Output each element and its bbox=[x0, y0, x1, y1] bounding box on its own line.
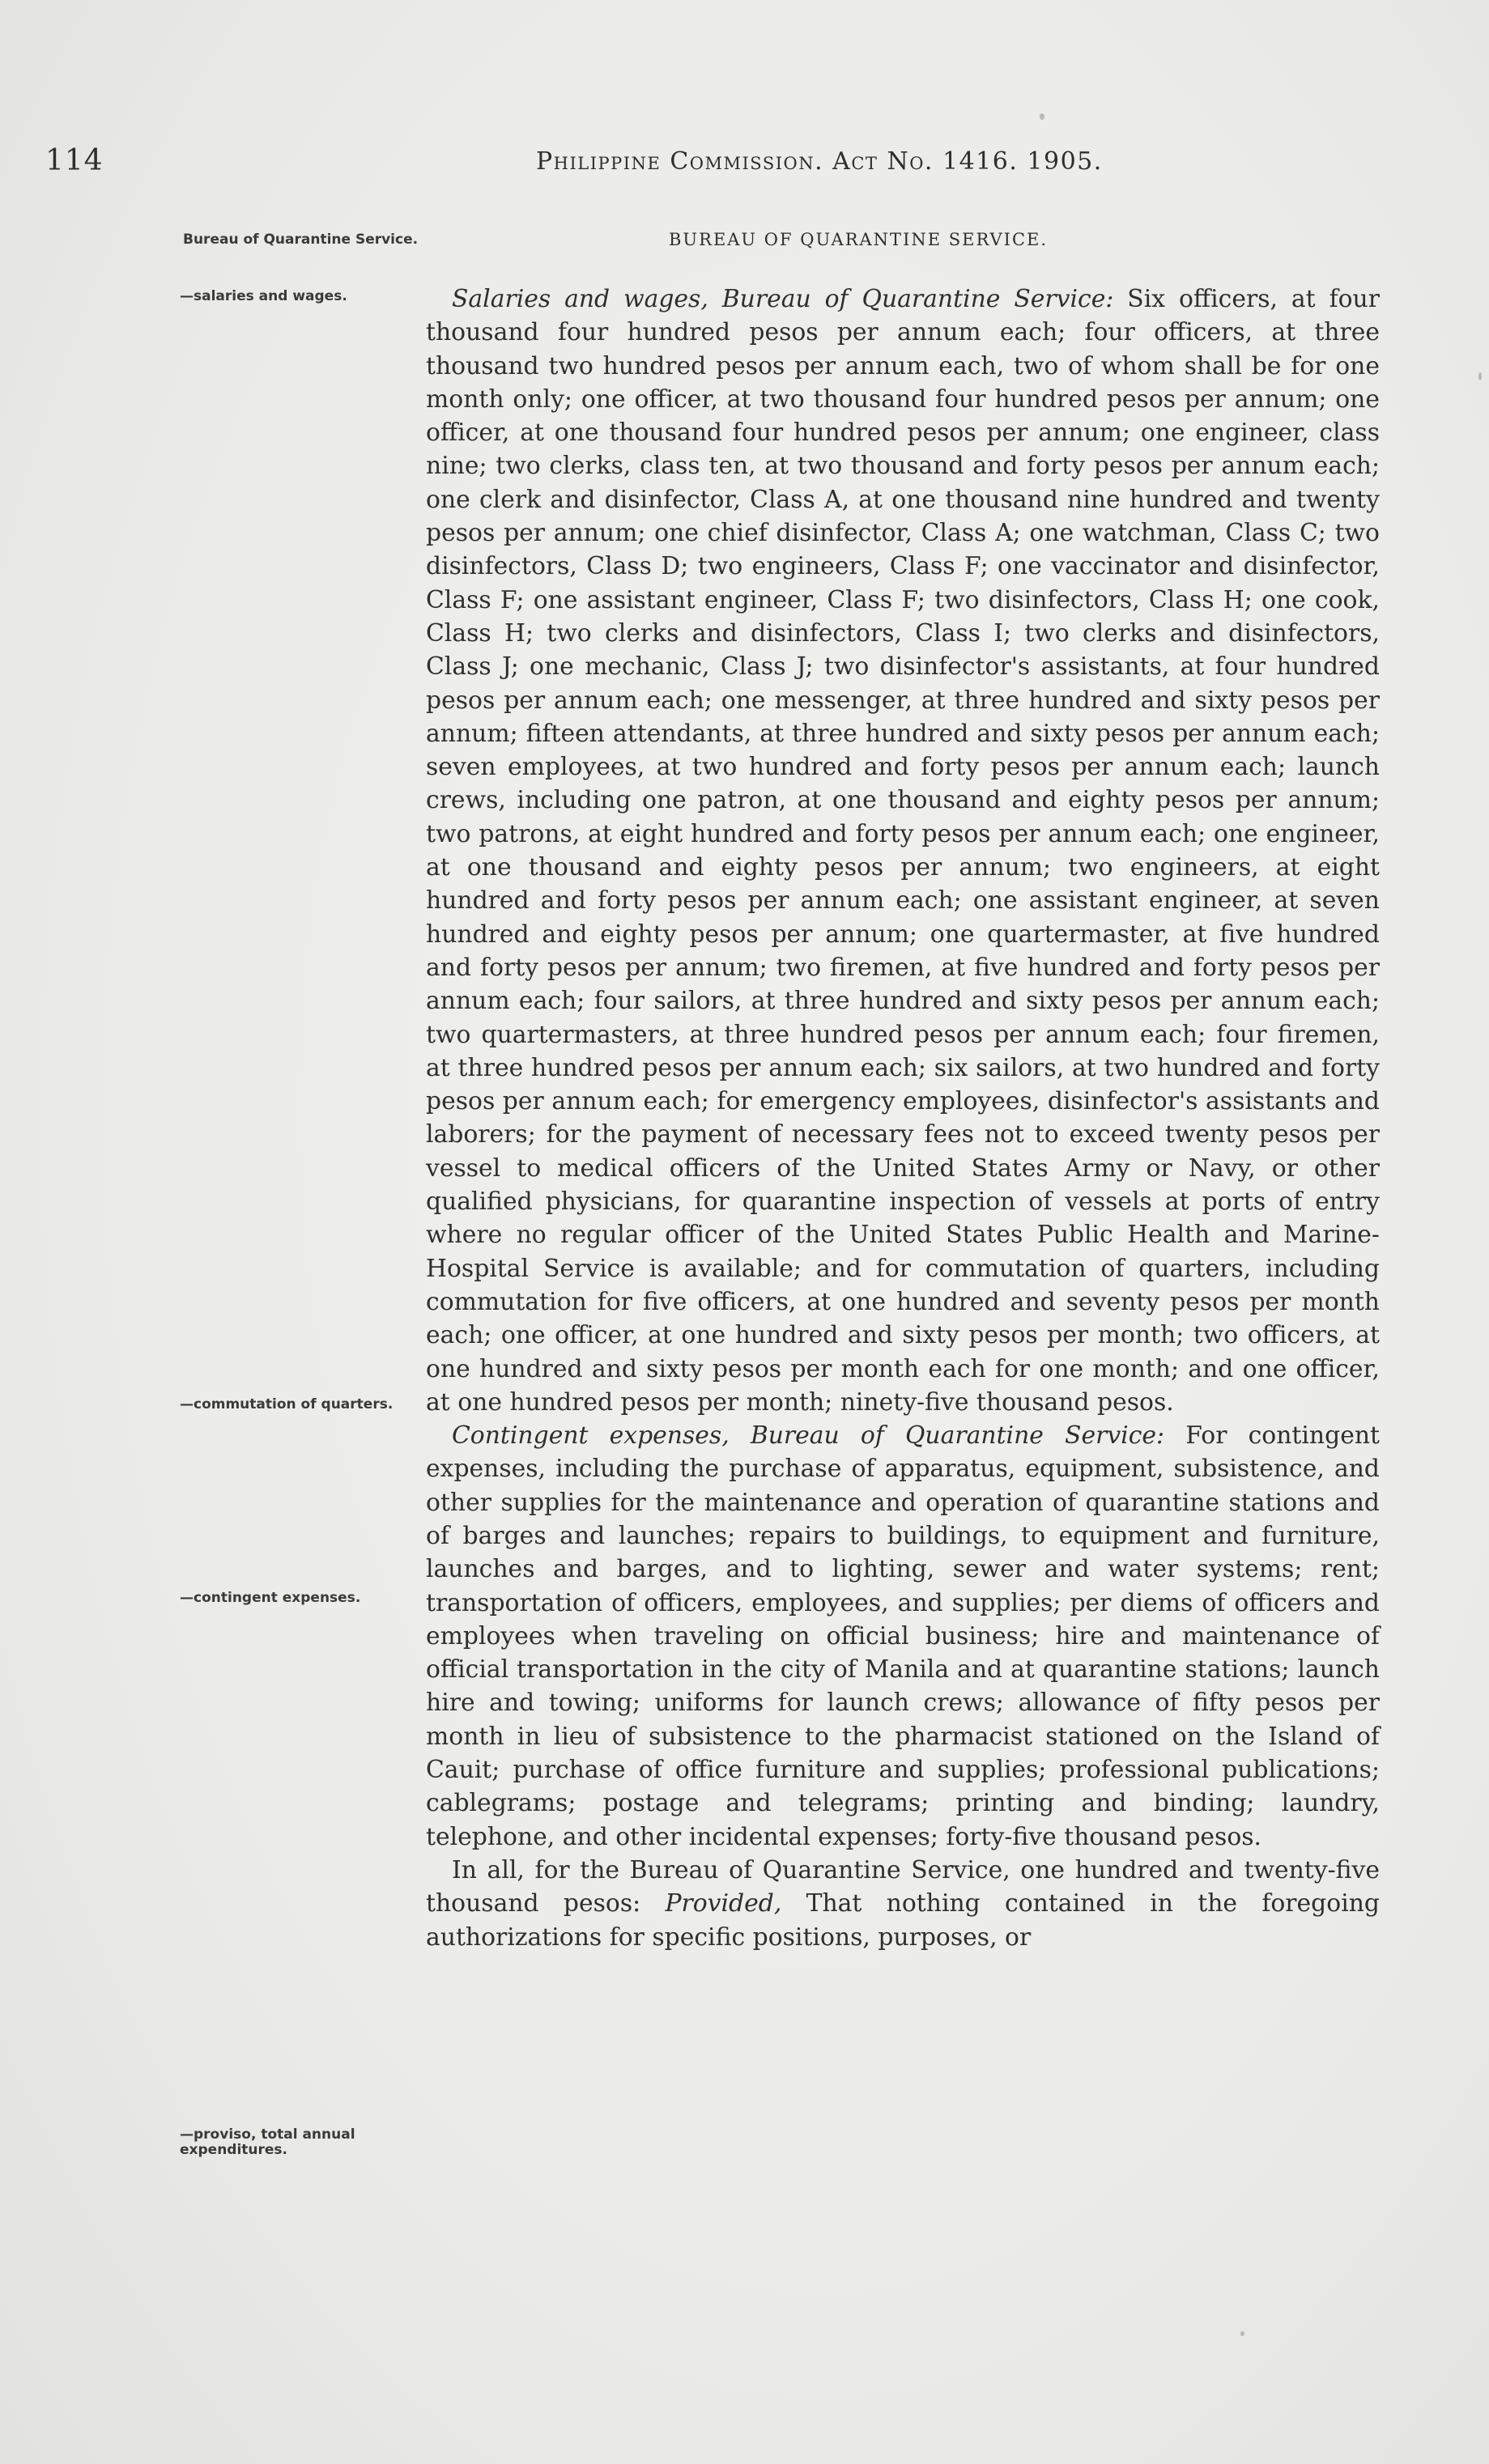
margin-note-commutation: —commutation of quarters. bbox=[180, 1396, 394, 1413]
paragraph-contingent bbox=[426, 1419, 1380, 1854]
paragraph-text: In all, for the Bureau of Quarantine Service, one hundred and twenty-five thousand pesos: bbox=[426, 1855, 1380, 1918]
paragraph-total bbox=[426, 1854, 1380, 1954]
proviso-emphasis: Provided, bbox=[665, 1889, 782, 1918]
paragraph-salaries bbox=[426, 283, 1380, 1419]
paragraph-text: Six officers, at four thousand four hundred pesos per annum each; four officers, at three thousand two hundred pesos per annum each, two of whom shall be for one month only; one officer, at two thousand four hundred pesos per annum; one officer, at one thousand four hundred pesos per annum; one engineer, class nine; two clerks, class ten, at two thousand and forty pesos per annum each; one clerk and disinfector, Class A, at one thousand nine hundred and twenty pesos per annum; one chief disinfector, Class A; one watchman, Class C; two disinfectors, Class D; two engineers, Class F; one vaccinator and disinfector, Class F; one assistant engineer, Class F; two disinfectors, Class H; one cook, Class H; two clerks and disinfectors, Class I; two clerks and disinfectors, Class J; one mechanic, Class J; two disinfector's assistants, at four hundred pesos per annum each; one messenger, at three hundred and sixty pesos per annum; fifteen attendants, at three hundred and sixty pesos per annum each; seven employees, at two hundred and forty pesos per annum each; launch crews, including one patron, at one thousand and eighty pesos per annum; two patrons, at eight hundred and forty pesos per annum each; one engineer, at one thousand and eighty pesos per annum; two engineers, at eight hundred and forty pesos per annum each; one assistant engineer, at seven hundred and eighty pesos per annum; one quartermaster, at five hundred and forty pesos per annum; two firemen, at five hundred and forty pesos per annum each; four sailors, at three hundred and sixty pesos per annum each; two quartermasters, at three hundred pesos per annum each; four firemen, at three hundred pesos per annum each; six sailors, at two hundred and forty pesos per annum each; for emergency employees, disinfector's assistants and laborers; for the payment of necessary fees not to exceed twenty pesos per vessel to medical officers of the United States Army or Navy, or other qualified physicians, for quarantine inspection of vessels at ports of entry where no regular officer of the United States Public Health and Marine-Hospital Service is available; and for commutation of quarters, including commutation for five officers, at one hundred and seventy pesos per month each; one officer, at one hundred and sixty pesos per month; two officers, at one hundred and sixty pesos per month each for one month; and one officer, at one hundred pesos per month; ninety-five thousand pesos. bbox=[426, 285, 1380, 1417]
header-title: Philippine Commission. Act No. 1416. 1905. bbox=[536, 147, 1103, 176]
margin-note-contingent: —contingent expenses. bbox=[180, 1590, 361, 1606]
paragraph-lead: Salaries and wages, Bureau of Quarantine Service: bbox=[452, 285, 1114, 313]
page-speck bbox=[1240, 2331, 1244, 2336]
page-speck bbox=[1478, 372, 1482, 380]
page-speck bbox=[1040, 113, 1044, 120]
margin-note-proviso: —proviso, total annual expenditures. bbox=[180, 2126, 355, 2158]
paragraph-lead: Contingent expenses, Bureau of Quarantine Service: bbox=[452, 1421, 1165, 1451]
paragraph-text: That nothing contained in the foregoing authorizations for specific positions, purposes, or bbox=[426, 1889, 1380, 1952]
body-text bbox=[426, 283, 1380, 1954]
page-number: 114 bbox=[45, 144, 104, 177]
paragraph-text: For contingent expenses, including the purchase of apparatus, equipment, subsistence, and other supplies for the maintenance and operation of quarantine stations and of barges and launches; repairs to buildings, to equipment and furniture, launches and barges, and to lighting, sewer and water systems; rent; transportation of officers, employees, and supplies; per diems of officers and employees when traveling on official business; hire and maintenance of official transportation in the city of Manila and at quarantine stations; launch hire and towing; uniforms for launch crews; allowance of fifty pesos per month in lieu of subsistence to the pharmacist stationed on the Island of Cauit; purchase of office furniture and supplies; professional publications; cablegrams; postage and telegrams; printing and binding; laundry, telephone, and other incidental expenses; forty-five thousand pesos. bbox=[426, 1421, 1380, 1851]
running-head bbox=[0, 144, 1489, 193]
margin-note-bureau: Bureau of Quarantine Service. bbox=[183, 232, 419, 248]
margin-note-salaries: —salaries and wages. bbox=[180, 288, 347, 304]
section-heading: BUREAU OF QUARANTINE SERVICE. bbox=[669, 230, 1049, 249]
